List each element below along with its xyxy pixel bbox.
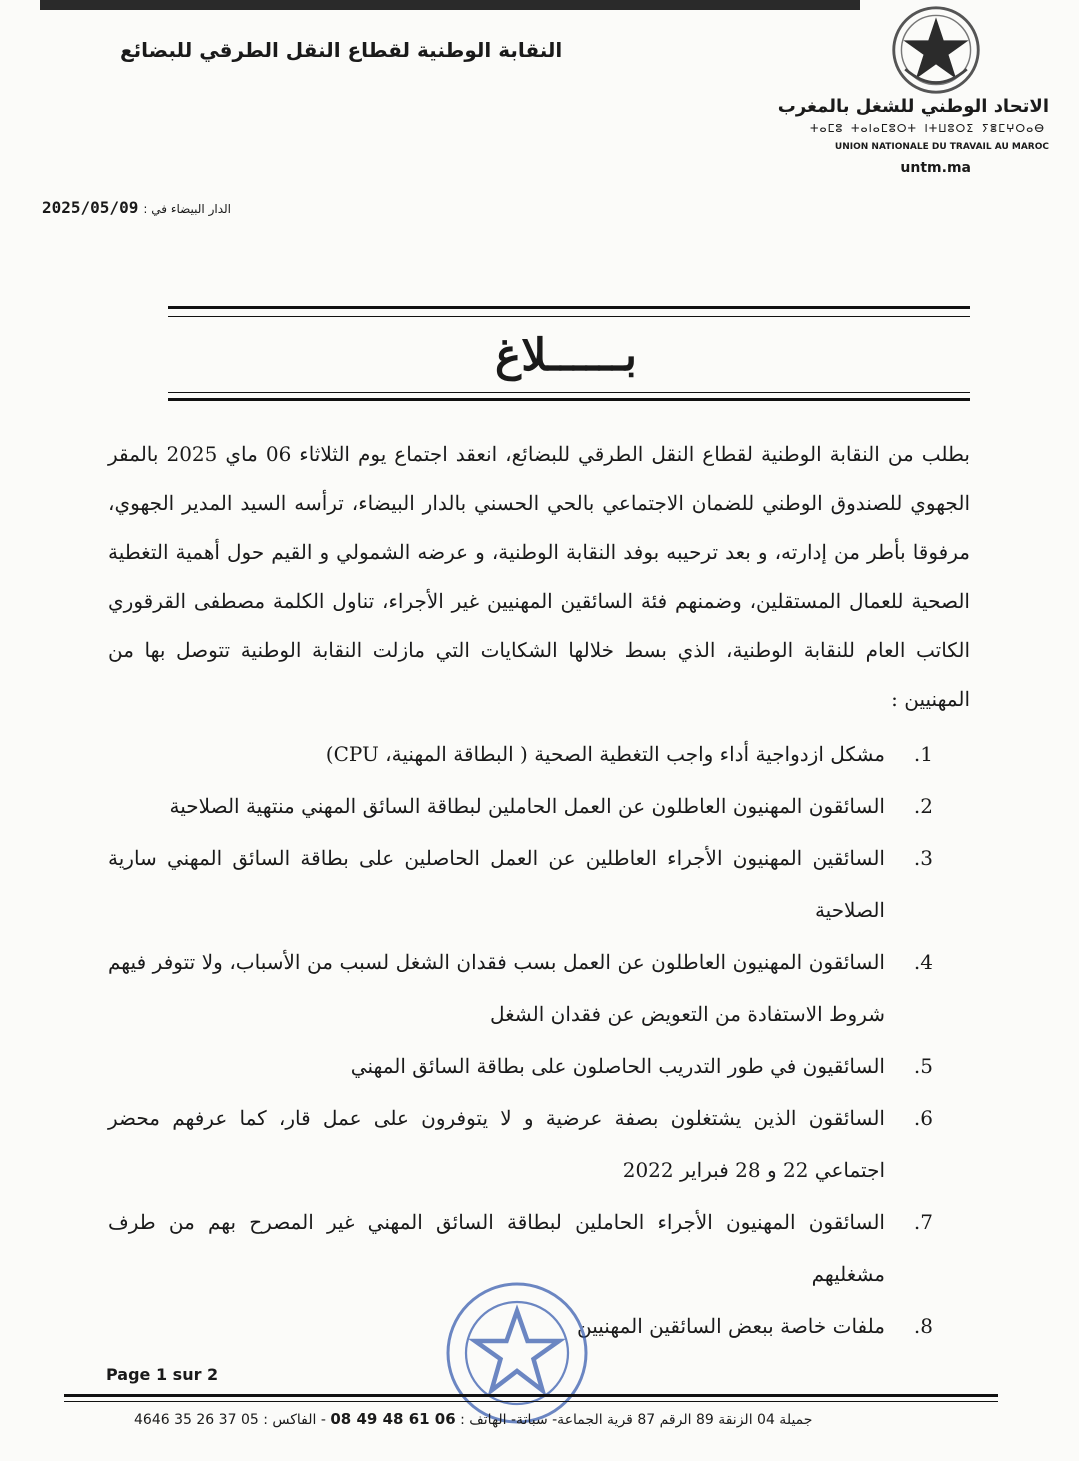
list-item [108, 1040, 933, 1092]
footer-address: جميلة 04 الزنقة 89 الرقم 87 قرية الجماعة- سباتة- الهاتف : [460, 1412, 813, 1428]
top-border [40, 0, 860, 10]
item-number: 1. [913, 742, 933, 766]
date-value: 2025/05/09 [42, 198, 139, 217]
item-number: 6. [913, 1106, 933, 1130]
title-rule-bottom-thick [168, 398, 970, 401]
union-website: untm.ma [900, 160, 971, 176]
item-text: السائقين المهنيون الأجراء العاطلين عن العمل الحاصلين على بطاقة السائق المهني سارية الصلاحية [108, 846, 885, 922]
date-label: الدار البيضاء في : [143, 202, 232, 216]
list-item [108, 936, 933, 1040]
item-text: السائقون المهنيون العاطلون عن العمل بسب فقدان الشغل لسبب من الأسباب، ولا تتوفر فيهم شروط الاستفادة من التعويض عن فقدان الشغل [108, 950, 885, 1026]
union-name-french: UNION NATIONALE DU TRAVAIL AU MAROC [834, 142, 1049, 152]
syndicate-title: النقابة الوطنية لقطاع النقل الطرقي للبضائع [120, 38, 563, 62]
footer-rule-thin [64, 1401, 998, 1402]
union-logo [888, 2, 984, 98]
footer-rule-thick [64, 1394, 998, 1397]
footer-contact [134, 1410, 812, 1428]
item-text: السائقون الذين يشتغلون بصفة عرضية و لا يتوفرون على عمل قار، كما عرفهم محضر اجتماعي 22 و 28 فبراير 2022 [108, 1106, 885, 1182]
item-number: 7. [913, 1210, 933, 1234]
footer-fax: 05 37 26 35 4646 [134, 1412, 259, 1428]
list-item [108, 780, 933, 832]
union-name-tifinagh: ⵜⴰⵎⵓ ⵜⴰⵏⴰⵎⵓⵔⵜ ⵏⵜⵡⵓⵔⵉ ⵢⴻⵎⵖⵔⴰⴱ [810, 122, 1045, 135]
date-line [42, 198, 231, 217]
list-item [108, 832, 933, 936]
item-text: السائقون المهنيون الأجراء الحاملين لبطاقة السائق المهني غير المصرح بهم من طرف مشغليهم [108, 1210, 885, 1286]
item-text: السائقيون في طور التدريب الحاصلون على بطاقة السائق المهني [350, 1054, 885, 1078]
item-text: مشكل ازدواجية أداء واجب التغطية الصحية ( البطاقة المهنية، CPU) [325, 742, 885, 766]
union-name-arabic: الاتحاد الوطني للشغل بالمغرب [777, 96, 1049, 117]
title-rule-bottom-thin [168, 392, 970, 393]
item-text: السائقون المهنيون العاطلون عن العمل الحاملين لبطاقة السائق المهني منتهية الصلاحية [169, 794, 885, 818]
item-number: 4. [913, 950, 933, 974]
item-number: 8. [913, 1314, 933, 1338]
item-number: 2. [913, 794, 933, 818]
document-title: بــــــلاغ [494, 330, 638, 381]
footer-fax-label: - الفاكس : [263, 1412, 326, 1428]
title-rule-top-thick [168, 306, 970, 309]
item-number: 5. [913, 1054, 933, 1078]
list-item [108, 728, 933, 780]
footer-phone: 06 61 48 49 08 [330, 1410, 456, 1428]
page-number: Page 1 sur 2 [106, 1365, 219, 1384]
body-paragraph: بطلب من النقابة الوطنية لقطاع النقل الطرقي للبضائع، انعقد اجتماع يوم الثلاثاء 06 ماي 2025 بالمقر الجهوي للصندوق الوطني للضمان الاجتماعي بالحي الحسني بالدار البيضاء، ترأسه السيد المدير الجهوي، مرفوقا بأطر من إدارته، و بعد ترحيبه بوفد النقابة الوطنية، و عرضه الشمولي و القيم حول أهمية التغطية الصحية للعمال المستقلين، وضمنهم فئة السائقين المهنيين غير الأجراء، تناول الكلمة مصطفى القرقوري الكاتب العام للنقابة الوطنية، الذي بسط خلالها الشكايات التي مازلت النقابة الوطنية تتوصل بها من المهنيين : [108, 442, 970, 711]
complaints-list [108, 728, 933, 1352]
title-rule-top-thin [168, 316, 970, 317]
official-stamp [442, 1278, 592, 1428]
item-text: ملفات خاصة ببعض السائقين المهنيين [576, 1314, 885, 1338]
list-item [108, 1092, 933, 1196]
item-number: 3. [913, 846, 933, 870]
